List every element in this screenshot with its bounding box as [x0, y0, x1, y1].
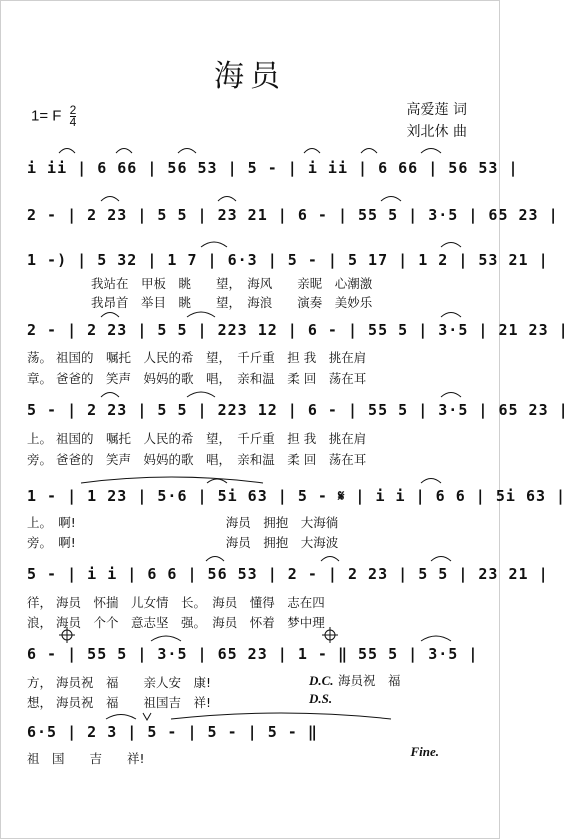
lyric-row-6-verse-1: 上。 啊! 海员 拥抱 大海徜 — [27, 515, 339, 530]
lyric-row-5-verse-2: 旁。 爸爸的 笑声 妈妈的歌 唱， 亲和温 柔 回 荡在耳 — [27, 452, 367, 467]
lyric-row-9: 祖 国 吉 祥! — [27, 751, 145, 766]
notation-row-8: 6 - | 55 5 | 3·5 | 65 23 | 1 - ‖ 55 5 | 3·5 | — [27, 645, 479, 663]
lyric-row-3-verse-2: 我昂首 举目 眺 望， 海浪 演奏 美妙乐 — [91, 295, 373, 310]
lyric-row-8-verse-2: 想， 海员祝 福 祖国吉 祥! — [27, 695, 211, 710]
song-title: 海员 — [214, 59, 286, 94]
key-label: 1= F — [31, 107, 62, 125]
notation-row-4: 2 - | 2 23 | 5 5 | 223 12 | 6 - | 55 5 | 3·5 | 21 23 | — [27, 321, 569, 339]
lyric-row-5-verse-1: 上。 祖国的 嘱托 人民的希 望， 千斤重 担 我 挑在肩 — [27, 431, 367, 446]
fine-label: Fine. — [410, 744, 439, 759]
dc-lyric: 海员祝 福 — [338, 673, 401, 688]
lyric-row-8-verse-1: 方， 海员祝 福 亲人安 康! — [27, 675, 211, 690]
ds-label: D.S. — [309, 691, 333, 706]
notation-row-3: 1 -) | 5 32 | 1 7 | 6·3 | 5 - | 5 17 | 1 2 | 53 21 | — [27, 251, 549, 269]
notation-row-2: 2 - | 2 23 | 5 5 | 23 21 | 6 - | 55 5 | 3·5 | 65 23 | — [27, 206, 559, 224]
notation-row-1: i ii | 6 66 | 56 53 | 5 - | i ii | 6 66 | 56 53 | — [27, 159, 519, 177]
notation-row-7: 5 - | i i | 6 6 | 56 53 | 2 - | 2 23 | 5 5 | 23 21 | — [27, 565, 549, 583]
lyric-row-7-verse-2: 浪， 海员 个个 意志坚 强。 海员 怀着 梦中理 — [27, 615, 325, 630]
time-signature — [70, 105, 77, 128]
lyricist-credit: 高爱莲 词 — [406, 102, 467, 118]
lyric-row-4-verse-1: 荡。 祖国的 嘱托 人民的希 望， 千斤重 担 我 挑在肩 — [27, 350, 367, 365]
lyric-row-7-verse-1: 徉， 海员 怀揣 儿女情 长。 海员 懂得 志在四 — [27, 595, 325, 610]
composer-credit: 刘北休 曲 — [406, 124, 467, 140]
key-signature — [31, 105, 76, 128]
notation-row-5: 5 - | 2 23 | 5 5 | 223 12 | 6 - | 55 5 | 3·5 | 65 23 | — [27, 401, 569, 419]
lyric-row-3-verse-1: 我站在 甲板 眺 望， 海风 亲昵 心潮激 — [91, 276, 373, 291]
lyric-row-6-verse-2: 旁。 啊! 海员 拥抱 大海波 — [27, 535, 339, 550]
notation-row-6: 1 - | 1 23 | 5·6 | 5i 63 | 5 - 𝄋 | i i | 6 6 | 5i 63 | — [27, 487, 567, 505]
notation-row-9: 6·5 | 2 3 | 5 - | 5 - | 5 - ‖ — [27, 723, 318, 741]
dc-marker — [309, 671, 401, 690]
dc-label: D.C. — [309, 673, 334, 688]
lyric-row-4-verse-2: 章。 爸爸的 笑声 妈妈的歌 唱， 亲和温 柔 回 荡在耳 — [27, 371, 367, 386]
time-signature-bottom: 4 — [69, 115, 77, 129]
time-signature-top: 2 — [69, 103, 77, 117]
